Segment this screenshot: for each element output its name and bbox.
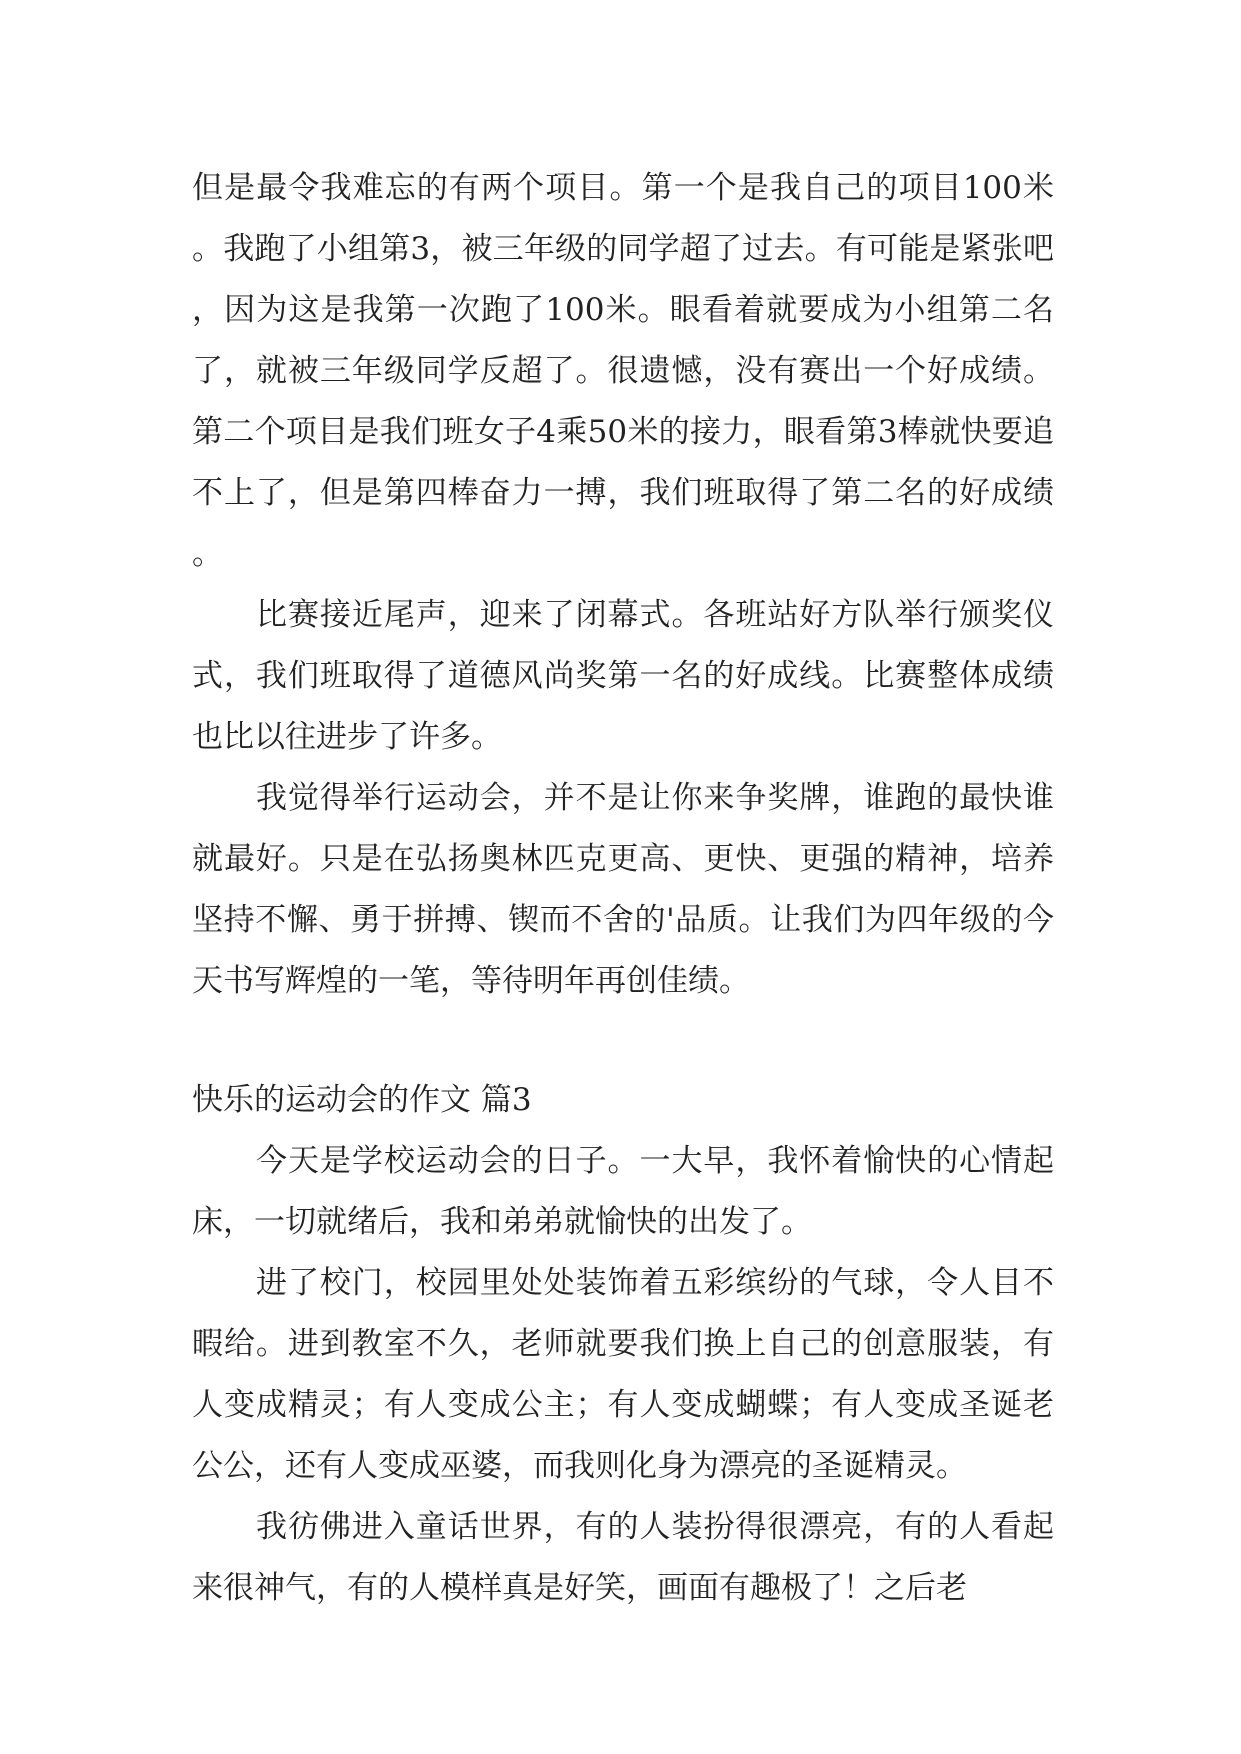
paragraph-fairy-tale: 我彷佛进入童话世界，有的人装扮得很漂亮，有的人看起来很神气，有的人模样真是好笑，画面有趣极了！之后老 (192, 1509, 1054, 1606)
paragraph-closing-ceremony: 比赛接近尾声，迎来了闭幕式。各班站好方队举行颁奖仪式，我们班取得了道德风尚奖第一名的好成线。比赛整体成绩也比以往进步了许多。 (192, 597, 1054, 755)
paragraph-costumes: 进了校门，校园里处处装饰着五彩缤纷的气球，令人目不暇给。进到教室不久，老师就要我们换上自己的创意服装，有人变成精灵；有人变成公主；有人变成蝴蝶；有人变成圣诞老公公，还有人变成巫婆，而我则化身为漂亮的圣诞精灵。 (192, 1265, 1054, 1484)
document-page (192, 158, 1054, 1619)
paragraph-project-memories: 但是最令我难忘的有两个项目。第一个是我自己的项目100米。我跑了小组第3，被三年级的同学超了过去。有可能是紧张吧，因为这是我第一次跑了100米。眼看着就要成为小组第二名了，就被三年级同学反超了。很遗憾，没有赛出一个好成绩。第二个项目是我们班女子4乘50米的接力，眼看第3棒就快要追不上了，但是第四棒奋力一搏，我们班取得了第二名的好成绩。 (192, 170, 1054, 572)
paragraph-reflection: 我觉得举行运动会，并不是让你来争奖牌，谁跑的最快谁就最好。只是在弘扬奥林匹克更高、更快、更强的精神，培养坚持不懈、勇于拼搏、锲而不舍的'品质。让我们为四年级的今天书写辉煌的一笔，等待明年再创佳绩。 (192, 780, 1054, 999)
paragraph-morning: 今天是学校运动会的日子。一大早，我怀着愉快的心情起床，一切就绪后，我和弟弟就愉快的出发了。 (192, 1143, 1054, 1240)
section-heading: 快乐的运动会的作文 篇3 (192, 1082, 532, 1118)
